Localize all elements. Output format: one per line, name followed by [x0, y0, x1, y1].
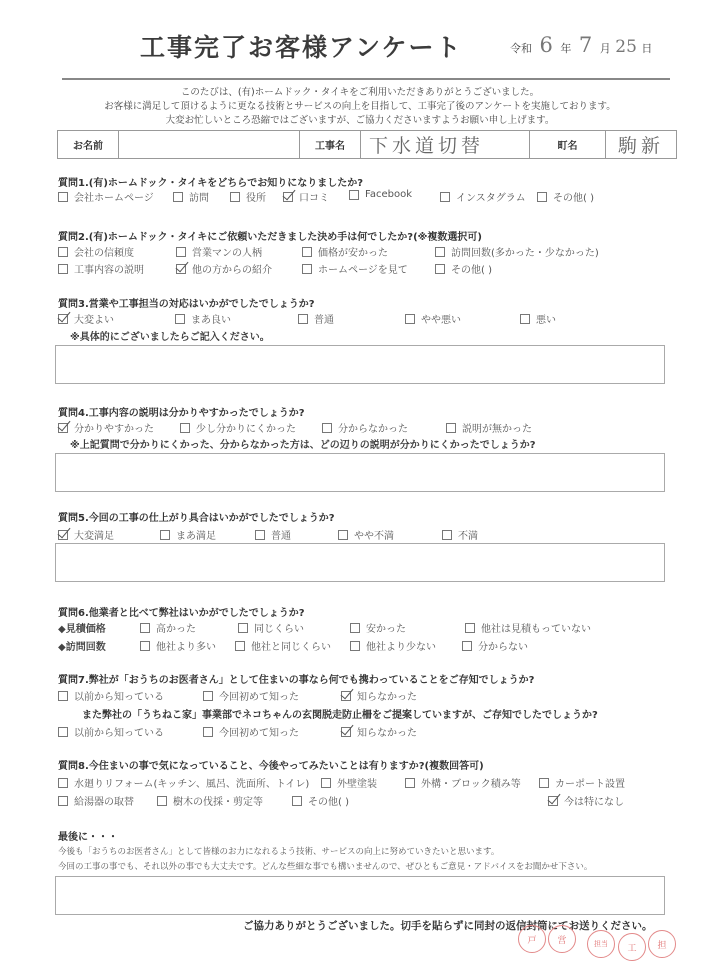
date-day[interactable]: 25 — [615, 37, 637, 57]
q6-option[interactable] — [238, 620, 304, 635]
checkbox-checked[interactable] — [58, 530, 68, 540]
checkbox[interactable] — [321, 778, 331, 788]
checkbox[interactable] — [160, 530, 170, 540]
checkbox[interactable] — [350, 641, 360, 651]
q4-option[interactable] — [446, 420, 532, 435]
option-label: 会社ホームページ — [74, 193, 154, 204]
option-label: 今回初めて知った — [219, 692, 299, 703]
q8-option[interactable] — [58, 775, 309, 790]
q3-note: ※具体的にございましたらご記入ください。 — [70, 332, 270, 343]
option-label: 口コミ — [299, 193, 329, 204]
checkbox[interactable] — [58, 727, 68, 737]
q3-option[interactable] — [175, 311, 231, 326]
q6-row-label-visits: ◆訪問回数 — [58, 642, 106, 653]
question-3-title: 質問3.営業や工事担当の対応はいかがでしたでしょうか? — [58, 299, 315, 310]
option-label: 大変満足 — [74, 531, 114, 542]
option-label: 価格が安かった — [318, 248, 388, 259]
date-day-unit: 日 — [641, 42, 653, 55]
q3-option[interactable] — [520, 311, 556, 326]
option-label: 同じくらい — [254, 624, 304, 635]
checkbox[interactable] — [520, 314, 530, 324]
q7-sub-option[interactable] — [203, 724, 299, 739]
checkbox[interactable] — [58, 796, 68, 806]
closing-title: 最後に・・・ — [58, 832, 118, 843]
question-1-title: 質問1.(有)ホームドック・タイキをどちらでお知りになりましたか? — [58, 178, 363, 189]
q6-option[interactable] — [462, 638, 528, 653]
seal-stamp: 戸 — [518, 925, 546, 953]
q1-option[interactable] — [440, 189, 526, 204]
option-label: 水廻りリフォーム(キッチン、風呂、洗面所、トイレ) — [74, 779, 310, 790]
q1-option[interactable] — [283, 189, 329, 204]
checkbox[interactable] — [238, 623, 248, 633]
seal-stamp: 営 — [548, 925, 576, 953]
checkbox-checked[interactable] — [58, 423, 68, 433]
seal-stamp: 担当 — [587, 930, 615, 958]
town-label: 町名 — [530, 131, 606, 158]
option-label: 以前から知っている — [74, 692, 164, 703]
q8-option[interactable] — [405, 775, 521, 790]
checkbox[interactable] — [58, 247, 68, 257]
town-value: 駒新 — [618, 135, 665, 157]
name-label: お名前 — [58, 131, 119, 158]
q5-option[interactable] — [255, 527, 291, 542]
q3-comment-box[interactable] — [55, 345, 665, 384]
closing-line-1: 今後も「おうちのお医者さん」として皆様のお力になれるよう技術、サービスの向上に努めていきたいと思います。 — [58, 847, 500, 857]
option-label: 外構・ブロック積み等 — [421, 779, 521, 790]
intro-line-3: 大変お忙しいところ恐縮ではございますが、ご協力くださいますようお願い申し上げます。 — [165, 115, 555, 126]
checkbox-checked[interactable] — [58, 314, 68, 324]
q6-option[interactable] — [465, 620, 591, 635]
q8-option[interactable] — [321, 775, 377, 790]
date-year-unit: 年 — [560, 42, 572, 55]
date-year[interactable]: 6 — [539, 33, 553, 57]
q8-option[interactable] — [548, 793, 624, 808]
checkbox[interactable] — [435, 264, 445, 274]
option-label: インスタグラム — [456, 193, 526, 204]
q2-option[interactable] — [435, 261, 492, 276]
option-label: カーポート設置 — [555, 779, 625, 790]
checkbox-checked[interactable] — [283, 192, 293, 202]
customer-info-table — [57, 130, 677, 159]
q3-option[interactable] — [298, 311, 334, 326]
option-label: Facebook — [365, 189, 412, 200]
checkbox[interactable] — [465, 623, 475, 633]
q7-sub-option[interactable] — [341, 724, 417, 739]
option-label: 他社は見積もっていない — [481, 624, 591, 635]
option-label: 役所 — [246, 193, 266, 204]
checkbox[interactable] — [203, 691, 213, 701]
q4-option[interactable] — [322, 420, 408, 435]
question-4-title: 質問4.工事内容の説明は分かりやすかったでしょうか? — [58, 408, 305, 419]
q6-option[interactable] — [350, 638, 436, 653]
checkbox[interactable] — [302, 264, 312, 274]
q7-sub-option[interactable] — [58, 724, 164, 739]
q6-option[interactable] — [140, 638, 216, 653]
q6-option[interactable] — [235, 638, 331, 653]
q1-option[interactable] — [537, 189, 594, 204]
question-8-title: 質問8.今住まいの事で気になっていること、今後やってみたいことは有りますか?(複数回答可) — [58, 761, 484, 772]
q2-option[interactable] — [58, 261, 144, 276]
q4-option[interactable] — [58, 420, 154, 435]
option-label: まあ満足 — [176, 531, 216, 542]
option-label: 説明が無かった — [462, 424, 532, 435]
q8-option[interactable] — [157, 793, 263, 808]
checkbox[interactable] — [405, 778, 415, 788]
checkbox[interactable] — [442, 530, 452, 540]
checkbox[interactable] — [322, 423, 332, 433]
option-label: 分かりやすかった — [74, 424, 154, 435]
checkbox[interactable] — [292, 796, 302, 806]
option-label: やや不満 — [354, 531, 394, 542]
option-label: 訪問 — [189, 193, 209, 204]
option-label: その他( ) — [553, 193, 594, 204]
q6-row-label-estimate: ◆見積価格 — [58, 624, 106, 635]
date-month-unit: 月 — [599, 42, 611, 55]
option-label: その他( ) — [308, 797, 349, 808]
checkbox[interactable] — [58, 264, 68, 274]
checkbox[interactable] — [405, 314, 415, 324]
question-5-title: 質問5.今回の工事の仕上がり具合はいかがでしたでしょうか? — [58, 513, 335, 524]
question-7-sub-title: また弊社の「うちねこ家」事業部でネコちゃんの玄関脱走防止柵をご提案していますが、ご存知でしたでしょうか? — [82, 710, 598, 721]
option-label: 普通 — [314, 315, 334, 326]
option-label: 工事内容の説明 — [74, 265, 144, 276]
option-label: 会社の信頼度 — [74, 248, 134, 259]
thanks-message: ご協力ありがとうございました。切手を貼らずに同封の返信封筒にてお送りください。 — [243, 920, 653, 932]
q2-option[interactable] — [302, 244, 388, 259]
checkbox[interactable] — [255, 530, 265, 540]
checkbox[interactable] — [58, 192, 68, 202]
option-label: 他社と同じくらい — [251, 642, 331, 653]
checkbox[interactable] — [302, 247, 312, 257]
q3-option[interactable] — [58, 311, 114, 326]
question-6-title: 質問6.他業者と比べて弊社はいかがでしたでしょうか? — [58, 608, 305, 619]
question-7-title: 質問7.弊社が「おうちのお医者さん」として住まいの事なら何でも携わっていることをご存知でしょうか? — [58, 675, 535, 686]
option-label: ホームページを見て — [318, 265, 408, 276]
checkbox[interactable] — [176, 247, 186, 257]
checkbox[interactable] — [230, 192, 240, 202]
q5-option[interactable] — [338, 527, 394, 542]
work-field[interactable] — [361, 131, 530, 158]
q2-option[interactable] — [176, 244, 262, 259]
date-month[interactable]: 7 — [578, 33, 593, 57]
q5-comment-box[interactable] — [55, 543, 665, 582]
q7-option[interactable] — [341, 688, 417, 703]
option-label: 他社より少ない — [366, 642, 436, 653]
town-field[interactable] — [606, 131, 676, 158]
checkbox[interactable] — [157, 796, 167, 806]
q2-option[interactable] — [58, 244, 134, 259]
option-label: 他社より多い — [156, 642, 216, 653]
q8-option[interactable] — [292, 793, 349, 808]
checkbox[interactable] — [462, 641, 472, 651]
checkbox[interactable] — [235, 641, 245, 651]
checkbox[interactable] — [173, 192, 183, 202]
intro-line-1: このたびは、(有)ホームドック・タイキをご利用いただきありがとうございました。 — [180, 87, 540, 98]
option-label: 普通 — [271, 531, 291, 542]
seal-stamp: 担 — [648, 930, 676, 958]
option-label: 分からなかった — [338, 424, 408, 435]
intro-line-2: お客様に満足して頂けるように更なる技術とサービスの向上を目指して、工事完了後のアンケートを実施しております。 — [104, 101, 616, 112]
q8-option[interactable] — [539, 775, 625, 790]
q7-option[interactable] — [58, 688, 164, 703]
checkbox-checked[interactable] — [176, 264, 186, 274]
option-label: やや悪い — [421, 315, 461, 326]
checkbox-checked[interactable] — [341, 691, 351, 701]
checkbox[interactable] — [446, 423, 456, 433]
q6-option[interactable] — [140, 620, 196, 635]
q4-option[interactable] — [180, 420, 296, 435]
q1-option[interactable] — [173, 189, 209, 204]
option-label: まあ良い — [191, 315, 231, 326]
checkbox[interactable] — [435, 247, 445, 257]
checkbox[interactable] — [175, 314, 185, 324]
q5-option[interactable] — [442, 527, 478, 542]
q6-option[interactable] — [350, 620, 406, 635]
checkbox[interactable] — [298, 314, 308, 324]
work-value: 下水道切替 — [369, 135, 485, 157]
option-label: 分からない — [478, 642, 528, 653]
checkbox[interactable] — [338, 530, 348, 540]
checkbox[interactable] — [349, 190, 359, 200]
q8-option[interactable] — [58, 793, 134, 808]
closing-comment-box[interactable] — [55, 876, 665, 915]
q5-option[interactable] — [58, 527, 114, 542]
option-label: その他( ) — [451, 265, 492, 276]
q2-option[interactable] — [176, 261, 272, 276]
option-label: 樹木の伐採・剪定等 — [173, 797, 263, 808]
q2-option[interactable] — [435, 244, 599, 259]
date-field — [510, 33, 652, 57]
option-label: 他の方からの紹介 — [192, 265, 272, 276]
option-label: 以前から知っている — [74, 728, 164, 739]
option-label: 訪問回数(多かった・少なかった) — [451, 248, 599, 259]
checkbox[interactable] — [539, 778, 549, 788]
option-label: 大変よい — [74, 315, 114, 326]
option-label: 今回初めて知った — [219, 728, 299, 739]
q1-option[interactable] — [349, 189, 412, 200]
option-label: 知らなかった — [357, 692, 417, 703]
option-label: 外壁塗装 — [337, 779, 377, 790]
seal-stamp: 工 — [618, 933, 646, 961]
option-label: 今は特になし — [564, 797, 624, 808]
name-field[interactable] — [119, 131, 300, 158]
checkbox-checked[interactable] — [341, 727, 351, 737]
q1-option[interactable] — [58, 189, 154, 204]
q1-option[interactable] — [230, 189, 266, 204]
date-era: 令和 — [510, 42, 532, 55]
checkbox[interactable] — [58, 778, 68, 788]
checkbox[interactable] — [58, 691, 68, 701]
option-label: 安かった — [366, 624, 406, 635]
work-label: 工事名 — [300, 131, 361, 158]
checkbox[interactable] — [350, 623, 360, 633]
option-label: 給湯器の取替 — [74, 797, 134, 808]
option-label: 営業マンの人柄 — [192, 248, 262, 259]
option-label: 知らなかった — [357, 728, 417, 739]
option-label: 悪い — [536, 315, 556, 326]
q5-option[interactable] — [160, 527, 216, 542]
q3-option[interactable] — [405, 311, 461, 326]
q4-comment-box[interactable] — [55, 453, 665, 492]
checkbox[interactable] — [140, 641, 150, 651]
question-2-title: 質問2.(有)ホームドック・タイキにご依頼いただきました決め手は何でしたか?(※複数選択可) — [58, 232, 482, 243]
checkbox[interactable] — [203, 727, 213, 737]
checkbox[interactable] — [180, 423, 190, 433]
q4-note: ※上記質問で分かりにくかった、分からなかった方は、どの辺りの説明が分かりにくかったでしょうか? — [70, 440, 536, 451]
checkbox[interactable] — [140, 623, 150, 633]
form-title: 工事完了お客様アンケート — [140, 33, 463, 62]
option-label: 不満 — [458, 531, 478, 542]
q2-option[interactable] — [302, 261, 408, 276]
closing-line-2: 今回の工事の事でも、それ以外の事でも大丈夫です。どんな些細な事でも構いませんので、ぜひともご意見・アドバイスをお聞かせ下さい。 — [58, 862, 593, 872]
q7-option[interactable] — [203, 688, 299, 703]
checkbox-checked[interactable] — [548, 796, 558, 806]
checkbox[interactable] — [537, 192, 547, 202]
checkbox[interactable] — [440, 192, 450, 202]
option-label: 少し分かりにくかった — [196, 424, 296, 435]
title-divider — [62, 78, 670, 80]
option-label: 高かった — [156, 624, 196, 635]
